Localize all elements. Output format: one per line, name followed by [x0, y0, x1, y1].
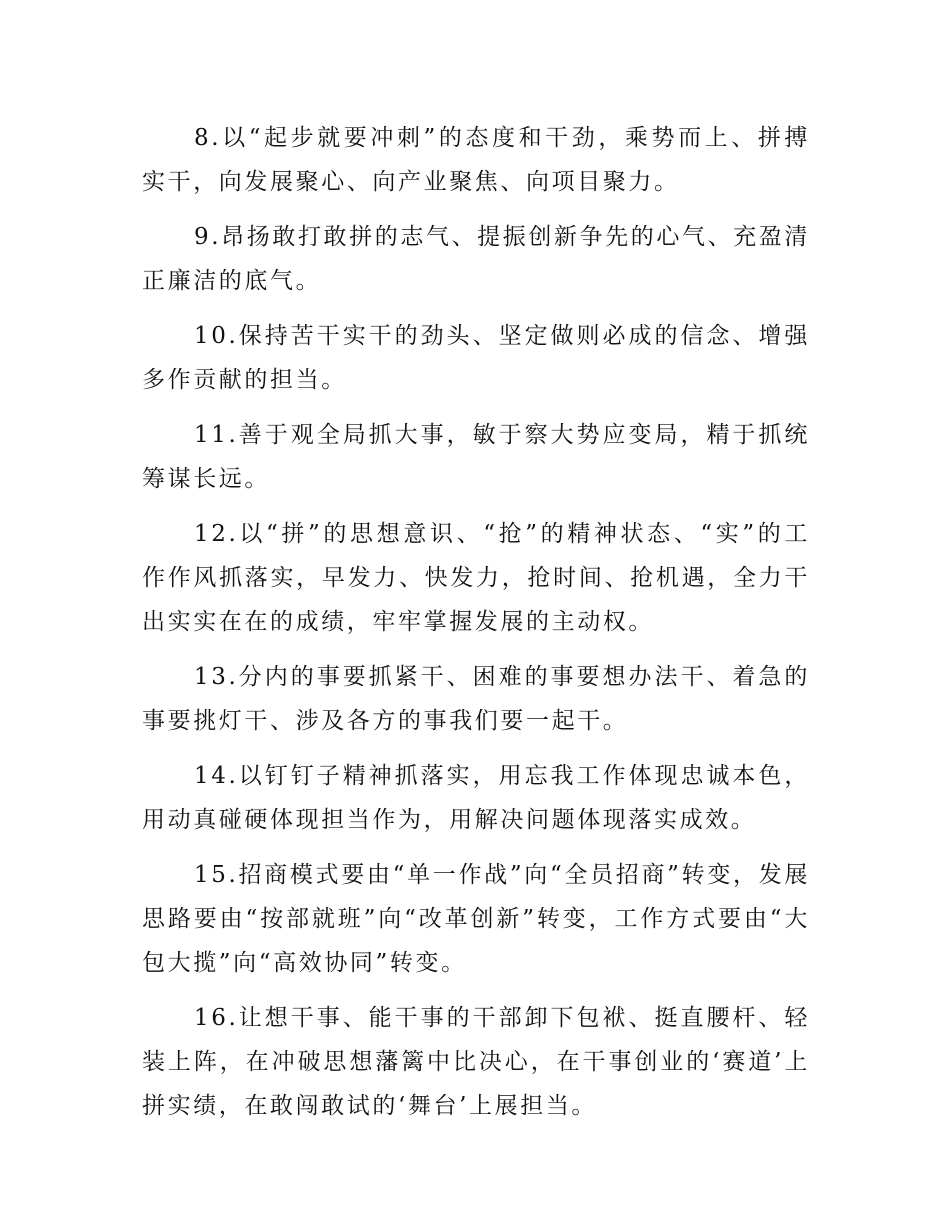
paragraph-9: 9.昂扬敢打敢拼的志气、提振创新争先的心气、充盈清正廉洁的底气。 — [142, 224, 810, 294]
paragraph-13: 13.分内的事要抓紧干、困难的事要想办法干、着急的事要挑灯干、涉及各方的事我们要一起干。 — [142, 664, 810, 734]
paragraph-12: 12.以“拼”的思想意识、“抢”的精神状态、“实”的工作作风抓落实，早发力、快发力，抢时间、抢机遇，全力干出实实在在的成绩，牢牢掌握发展的主动权。 — [142, 521, 810, 635]
paragraph-11: 11.善于观全局抓大事，敏于察大势应变局，精于抓统筹谋长远。 — [142, 422, 810, 492]
paragraph-10: 10.保持苦干实干的劲头、坚定做则必成的信念、增强多作贡献的担当。 — [142, 323, 810, 393]
paragraph-16: 16.让想干事、能干事的干部卸下包袱、挺直腰杆、轻装上阵，在冲破思想藩篱中比决心，在干事创业的‘赛道’上拼实绩，在敢闯敢试的‘舞台’上展担当。 — [142, 1005, 810, 1119]
paragraph-8: 8.以“起步就要冲刺”的态度和干劲，乘势而上、拼搏实干，向发展聚心、向产业聚焦、向项目聚力。 — [142, 125, 810, 195]
paragraph-14: 14.以钉钉子精神抓落实，用忘我工作体现忠诚本色，用动真碰硬体现担当作为，用解决问题体现落实成效。 — [142, 763, 810, 833]
paragraph-15: 15.招商模式要由“单一作战”向“全员招商”转变，发展思路要由“按部就班”向“改革创新”转变，工作方式要由“大包大揽”向“高效协同”转变。 — [142, 862, 810, 976]
document-body — [142, 116, 810, 1139]
